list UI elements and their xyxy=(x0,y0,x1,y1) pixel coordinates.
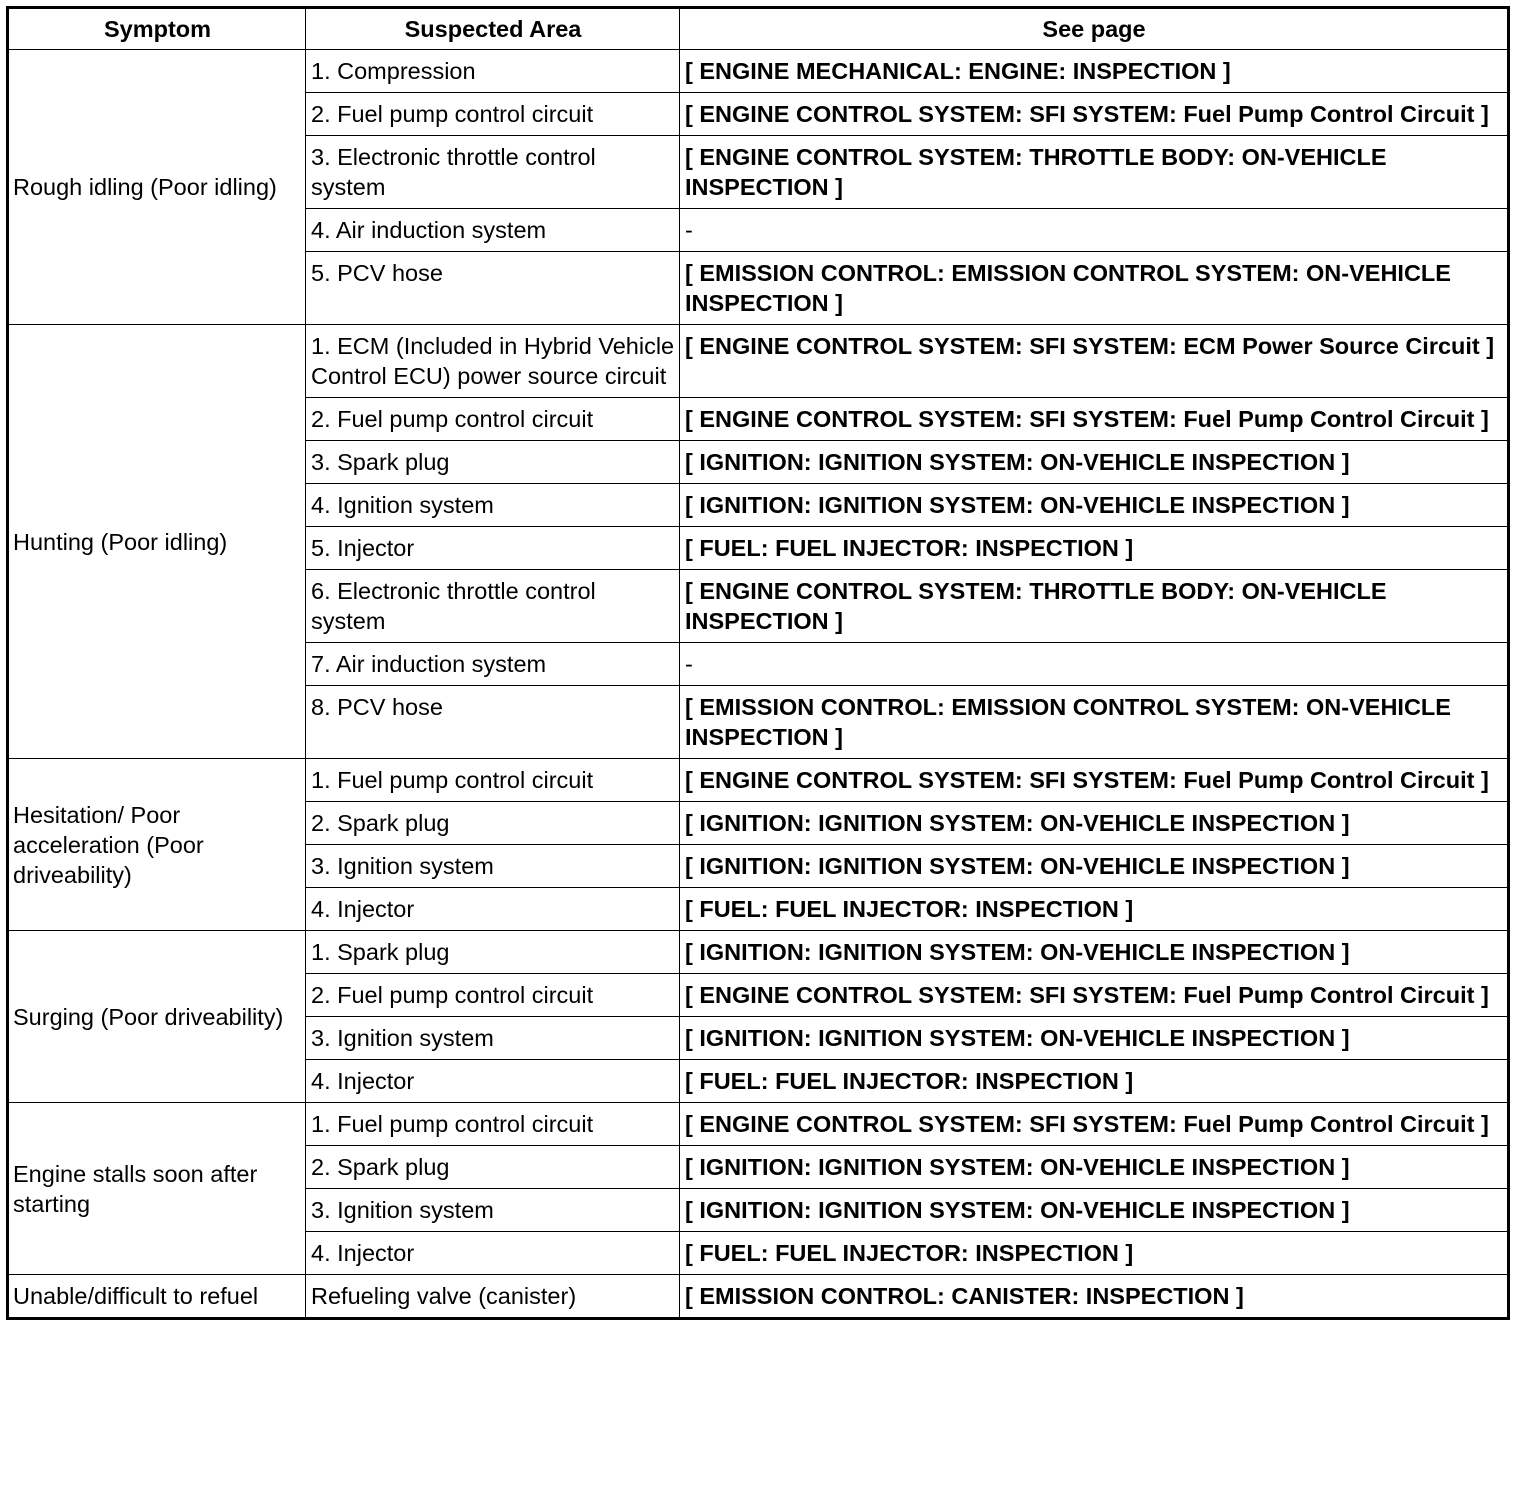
table-row xyxy=(8,1103,1509,1146)
suspected-area-cell: 3. Ignition system xyxy=(306,845,680,888)
see-page-cell: [ ENGINE CONTROL SYSTEM: THROTTLE BODY: ON-VEHICLE INSPECTION ] xyxy=(680,570,1509,643)
see-page-cell: [ FUEL: FUEL INJECTOR: INSPECTION ] xyxy=(680,1232,1509,1275)
suspected-area-cell: 4. Injector xyxy=(306,1232,680,1275)
suspected-area-cell: 2. Fuel pump control circuit xyxy=(306,93,680,136)
symptom-cell: Hunting (Poor idling) xyxy=(8,325,306,759)
suspected-area-cell: 4. Injector xyxy=(306,1060,680,1103)
see-page-cell: [ ENGINE CONTROL SYSTEM: SFI SYSTEM: Fuel Pump Control Circuit ] xyxy=(680,759,1509,802)
see-page-cell: [ EMISSION CONTROL: EMISSION CONTROL SYSTEM: ON-VEHICLE INSPECTION ] xyxy=(680,252,1509,325)
table-row xyxy=(8,759,1509,802)
suspected-area-cell: 7. Air induction system xyxy=(306,643,680,686)
see-page-cell: [ ENGINE CONTROL SYSTEM: SFI SYSTEM: Fuel Pump Control Circuit ] xyxy=(680,93,1509,136)
see-page-cell: [ ENGINE CONTROL SYSTEM: THROTTLE BODY: ON-VEHICLE INSPECTION ] xyxy=(680,136,1509,209)
suspected-area-cell: 2. Spark plug xyxy=(306,802,680,845)
see-page-cell: [ IGNITION: IGNITION SYSTEM: ON-VEHICLE INSPECTION ] xyxy=(680,1189,1509,1232)
see-page-cell: [ ENGINE CONTROL SYSTEM: SFI SYSTEM: Fuel Pump Control Circuit ] xyxy=(680,974,1509,1017)
suspected-area-cell: 4. Injector xyxy=(306,888,680,931)
table-row xyxy=(8,50,1509,93)
table-header-row xyxy=(8,8,1509,50)
suspected-area-cell: 5. Injector xyxy=(306,527,680,570)
suspected-area-cell: 3. Electronic throttle control system xyxy=(306,136,680,209)
table-row xyxy=(8,325,1509,398)
suspected-area-cell: 1. Compression xyxy=(306,50,680,93)
symptom-cell: Surging (Poor driveability) xyxy=(8,931,306,1103)
suspected-area-cell: 2. Spark plug xyxy=(306,1146,680,1189)
see-page-cell: - xyxy=(680,643,1509,686)
see-page-cell: - xyxy=(680,209,1509,252)
table-body xyxy=(8,50,1509,1319)
suspected-area-cell: 6. Electronic throttle control system xyxy=(306,570,680,643)
suspected-area-cell: 5. PCV hose xyxy=(306,252,680,325)
suspected-area-cell: 4. Air induction system xyxy=(306,209,680,252)
see-page-cell: [ ENGINE CONTROL SYSTEM: SFI SYSTEM: ECM Power Source Circuit ] xyxy=(680,325,1509,398)
see-page-cell: [ IGNITION: IGNITION SYSTEM: ON-VEHICLE INSPECTION ] xyxy=(680,802,1509,845)
see-page-cell: [ IGNITION: IGNITION SYSTEM: ON-VEHICLE INSPECTION ] xyxy=(680,931,1509,974)
see-page-cell: [ IGNITION: IGNITION SYSTEM: ON-VEHICLE INSPECTION ] xyxy=(680,845,1509,888)
suspected-area-cell: 8. PCV hose xyxy=(306,686,680,759)
suspected-area-cell: 2. Fuel pump control circuit xyxy=(306,398,680,441)
symptom-table xyxy=(6,6,1510,1320)
see-page-cell: [ FUEL: FUEL INJECTOR: INSPECTION ] xyxy=(680,527,1509,570)
see-page-cell: [ IGNITION: IGNITION SYSTEM: ON-VEHICLE INSPECTION ] xyxy=(680,484,1509,527)
see-page-cell: [ FUEL: FUEL INJECTOR: INSPECTION ] xyxy=(680,888,1509,931)
suspected-area-cell: 1. Fuel pump control circuit xyxy=(306,1103,680,1146)
see-page-cell: [ ENGINE MECHANICAL: ENGINE: INSPECTION ] xyxy=(680,50,1509,93)
symptom-cell: Hesitation/ Poor acceleration (Poor driveability) xyxy=(8,759,306,931)
see-page-cell: [ ENGINE CONTROL SYSTEM: SFI SYSTEM: Fuel Pump Control Circuit ] xyxy=(680,1103,1509,1146)
suspected-area-cell: 3. Ignition system xyxy=(306,1189,680,1232)
see-page-cell: [ IGNITION: IGNITION SYSTEM: ON-VEHICLE INSPECTION ] xyxy=(680,1017,1509,1060)
symptom-cell: Unable/difficult to refuel xyxy=(8,1275,306,1319)
header-symptom: Symptom xyxy=(8,8,306,50)
symptom-cell: Rough idling (Poor idling) xyxy=(8,50,306,325)
see-page-cell: [ EMISSION CONTROL: EMISSION CONTROL SYSTEM: ON-VEHICLE INSPECTION ] xyxy=(680,686,1509,759)
suspected-area-cell: 3. Spark plug xyxy=(306,441,680,484)
symptom-cell: Engine stalls soon after starting xyxy=(8,1103,306,1275)
suspected-area-cell: 1. Fuel pump control circuit xyxy=(306,759,680,802)
suspected-area-cell: 2. Fuel pump control circuit xyxy=(306,974,680,1017)
table-row xyxy=(8,1275,1509,1319)
see-page-cell: [ EMISSION CONTROL: CANISTER: INSPECTION ] xyxy=(680,1275,1509,1319)
see-page-cell: [ ENGINE CONTROL SYSTEM: SFI SYSTEM: Fuel Pump Control Circuit ] xyxy=(680,398,1509,441)
table-row xyxy=(8,931,1509,974)
suspected-area-cell: 4. Ignition system xyxy=(306,484,680,527)
suspected-area-cell: 3. Ignition system xyxy=(306,1017,680,1060)
see-page-cell: [ IGNITION: IGNITION SYSTEM: ON-VEHICLE INSPECTION ] xyxy=(680,1146,1509,1189)
suspected-area-cell: 1. Spark plug xyxy=(306,931,680,974)
suspected-area-cell: 1. ECM (Included in Hybrid Vehicle Control ECU) power source circuit xyxy=(306,325,680,398)
see-page-cell: [ FUEL: FUEL INJECTOR: INSPECTION ] xyxy=(680,1060,1509,1103)
suspected-area-cell: Refueling valve (canister) xyxy=(306,1275,680,1319)
header-see-page: See page xyxy=(680,8,1509,50)
header-suspected-area: Suspected Area xyxy=(306,8,680,50)
see-page-cell: [ IGNITION: IGNITION SYSTEM: ON-VEHICLE INSPECTION ] xyxy=(680,441,1509,484)
